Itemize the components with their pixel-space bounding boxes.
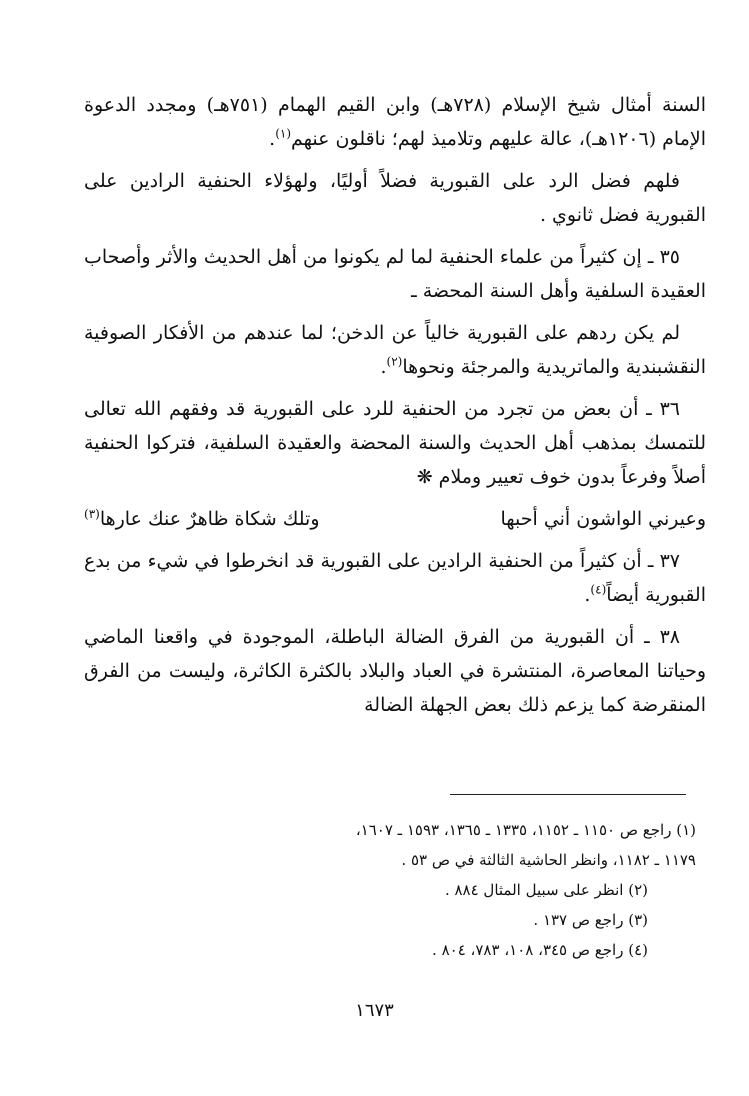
paragraph-4-end: .: [380, 356, 387, 378]
footnote-ref-2: (٢): [386, 354, 403, 369]
paragraph-35: ٣٥ ـ إن كثيراً من علماء الحنفية لما لم يكونوا من أهل الحديث والأثر وأصحاب العقيدة السلفية وأهل السنة المحضة ـ: [84, 246, 706, 302]
footnote-ref-1: (١): [275, 126, 292, 141]
footnote-1-line-1: (١) راجع ص ١١٥٠ ـ ١١٥٢، ١٣٣٥ ـ ١٣٦٥، ١٥٩٣ ـ ١٦٠٧،: [355, 821, 696, 839]
page-number: ١٦٧٣: [355, 1000, 394, 1021]
verse-first-hemistich: وعيرني الواشون أني أحبها: [500, 508, 706, 530]
paragraph-37: [84, 544, 706, 612]
footnote-ref-4: (٤): [590, 582, 607, 597]
paragraph-1-text: السنة أمثال شيخ الإسلام (٧٢٨هـ) وابن القيم الهمام (٧٥١هـ) ومجدد الدعوة الإمام (١٢٠٦هـ)، عالة عليهم وتلاميذ لهم؛ ناقلون عنهم: [84, 94, 706, 150]
paragraph-37-text: ٣٧ ـ أن كثيراً من الحنفية الرادين على القبورية قد انخرطوا في شيء من بدع القبورية أيضاً: [84, 550, 706, 606]
paragraph-36: ٣٦ ـ أن بعض من تجرد من الحنفية للرد على القبورية قد وفقهم الله تعالى للتمسك بمذهب أهل الحديث والسنة المحضة والعقيدة السلفية، فتركوا الحنفية أصلاً وفرعاً بدون خوف تعيير وملام ❋: [84, 398, 706, 488]
footnote-3: (٣) راجع ص ١٣٧ .: [533, 911, 648, 929]
verse-second-text: وتلك شكاة ظاهرٌ عنك عارها: [99, 508, 320, 530]
paragraph-1-end: .: [269, 128, 276, 150]
paragraph-4: [84, 316, 706, 384]
verse-second-hemistich: وتلك شكاة ظاهرٌ عنك عارها(٣): [84, 502, 320, 536]
paragraph-37-end: .: [584, 584, 591, 606]
paragraph-4-text: لم يكن ردهم على القبورية خالياً عن الدخن؛ لما عندهم من الأفكار الصوفية النقشبندية والماتريدية والمرجئة ونحوها: [84, 322, 706, 378]
footnote-divider: [450, 794, 686, 795]
paragraph-38: ٣٨ ـ أن القبورية من الفرق الضالة الباطلة، الموجودة في واقعنا الماضي وحياتنا المعاصرة، المنتشرة في العباد والبلاد بالكثرة الكاثرة، وليست من الفرق المنقرضة كما يزعم ذلك بعض الجهلة الضالة: [84, 626, 706, 716]
paragraph-1: [84, 88, 706, 156]
footnote-2: (٢) انظر على سبيل المثال ٨٨٤ .: [444, 881, 648, 899]
main-text: [84, 88, 706, 730]
footnote-4: (٤) راجع ص ٣٤٥، ١٠٨، ٧٨٣، ٨٠٤ .: [432, 941, 648, 959]
paragraph-2: فلهم فضل الرد على القبورية فضلاً أوليًا، ولهؤلاء الحنفية الرادين على القبورية فضل ثانوي .: [84, 170, 706, 226]
footnotes: [96, 815, 696, 965]
footnote-1-line-2: ١١٧٩ ـ ١١٨٢، وانظر الحاشية الثالثة في ص ٥٣ .: [401, 851, 696, 869]
poetry-verse: [84, 502, 706, 536]
